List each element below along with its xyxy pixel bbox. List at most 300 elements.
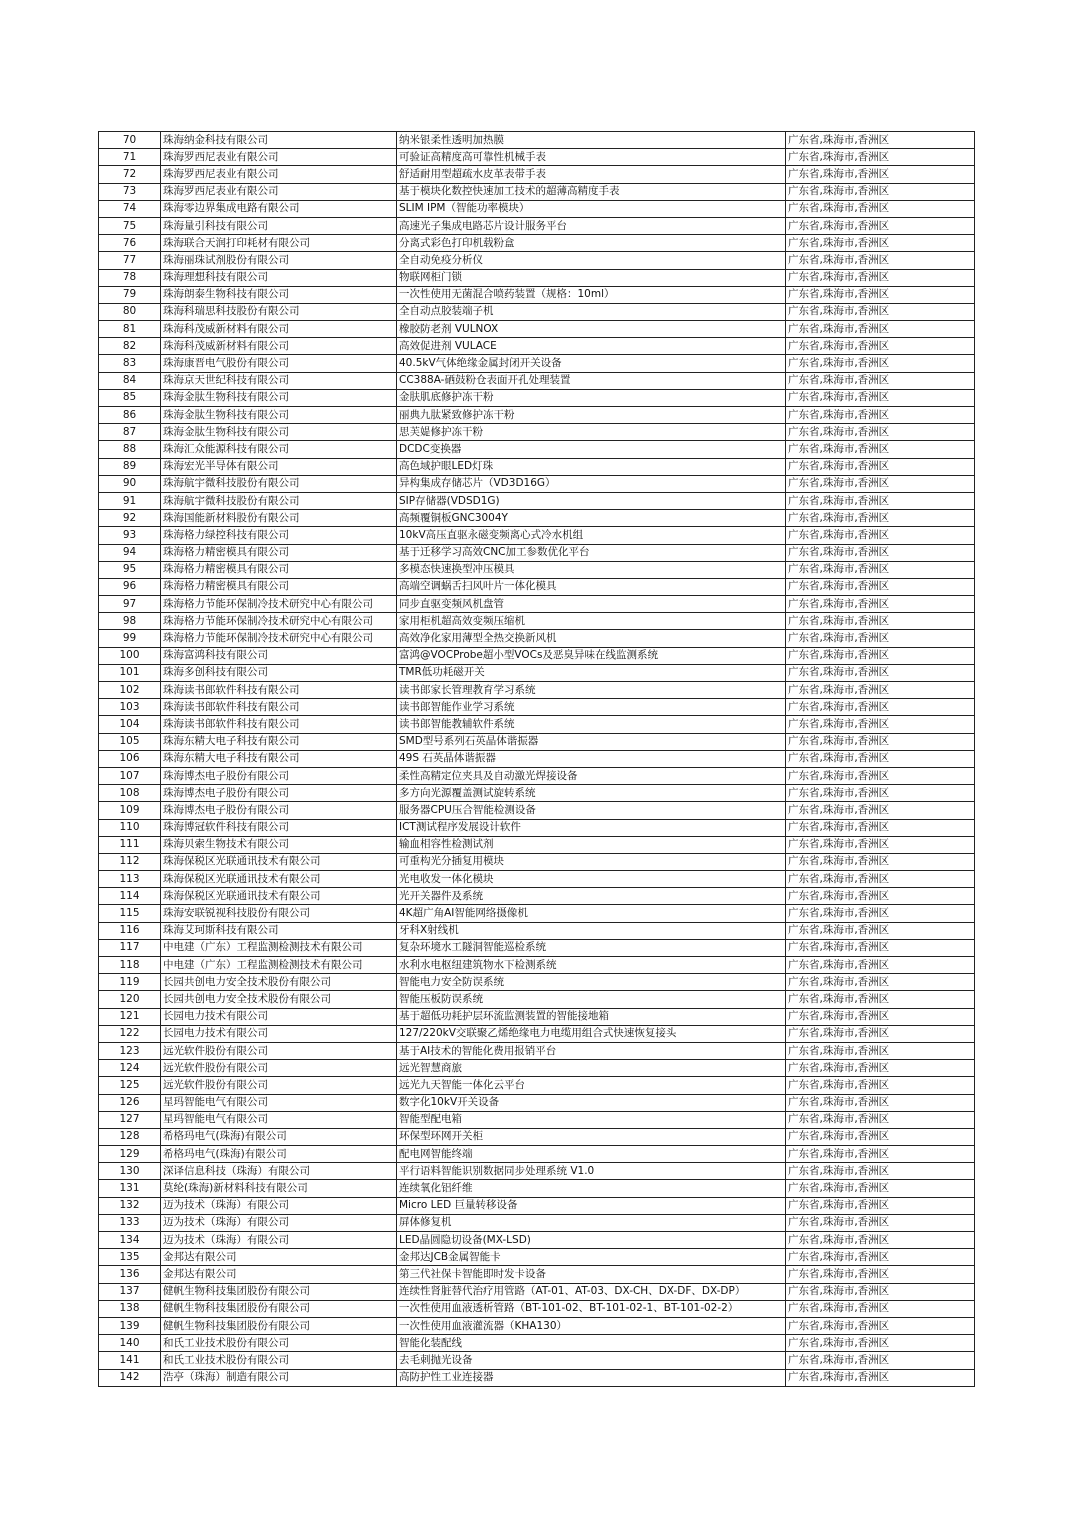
product-name-cell: 丽典九肽紧致修护冻干粉 bbox=[397, 407, 786, 424]
row-number-cell: 107 bbox=[99, 767, 161, 784]
company-name-cell: 珠海金肽生物科技有限公司 bbox=[161, 407, 397, 424]
table-row bbox=[99, 1352, 975, 1369]
product-name-cell: 高速光子集成电路芯片设计服务平台 bbox=[397, 217, 786, 234]
row-number-cell: 111 bbox=[99, 836, 161, 853]
company-name-cell: 珠海格力节能环保制冷技术研究中心有限公司 bbox=[161, 613, 397, 630]
region-cell: 广东省,珠海市,香洲区 bbox=[786, 630, 975, 647]
product-name-cell: 基于超低功耗护层环流监测装置的智能接地箱 bbox=[397, 1008, 786, 1025]
product-name-cell: 思芙媞修护冻干粉 bbox=[397, 424, 786, 441]
table-row bbox=[99, 355, 975, 372]
table-row bbox=[99, 269, 975, 286]
company-name-cell: 珠海格力精密模具有限公司 bbox=[161, 578, 397, 595]
row-number-cell: 117 bbox=[99, 939, 161, 956]
region-cell: 广东省,珠海市,香洲区 bbox=[786, 492, 975, 509]
row-number-cell: 114 bbox=[99, 888, 161, 905]
table-row bbox=[99, 235, 975, 252]
region-cell: 广东省,珠海市,香洲区 bbox=[786, 871, 975, 888]
company-name-cell: 珠海格力节能环保制冷技术研究中心有限公司 bbox=[161, 596, 397, 613]
product-name-cell: LED晶圆隐切设备(MX-LSD) bbox=[397, 1232, 786, 1249]
company-name-cell: 星玛智能电气有限公司 bbox=[161, 1094, 397, 1111]
table-body bbox=[99, 132, 975, 1387]
region-cell: 广东省,珠海市,香洲区 bbox=[786, 767, 975, 784]
product-name-cell: 高防护性工业连接器 bbox=[397, 1369, 786, 1386]
product-name-cell: 读书郎智能作业学习系统 bbox=[397, 699, 786, 716]
table-row bbox=[99, 699, 975, 716]
row-number-cell: 102 bbox=[99, 682, 161, 699]
company-name-cell: 珠海东精大电子科技有限公司 bbox=[161, 750, 397, 767]
table-row bbox=[99, 1111, 975, 1128]
region-cell: 广东省,珠海市,香洲区 bbox=[786, 132, 975, 149]
row-number-cell: 93 bbox=[99, 527, 161, 544]
product-name-cell: 智能电力安全防误系统 bbox=[397, 974, 786, 991]
table-row bbox=[99, 200, 975, 217]
product-name-cell: 高效促进剂 VULACE bbox=[397, 338, 786, 355]
region-cell: 广东省,珠海市,香洲区 bbox=[786, 750, 975, 767]
company-name-cell: 珠海博杰电子股份有限公司 bbox=[161, 767, 397, 784]
table-row bbox=[99, 1025, 975, 1042]
company-name-cell: 珠海东精大电子科技有限公司 bbox=[161, 733, 397, 750]
company-name-cell: 珠海罗西尼表业有限公司 bbox=[161, 166, 397, 183]
table-row bbox=[99, 1128, 975, 1145]
product-name-cell: 读书郎智能教辅软件系统 bbox=[397, 716, 786, 733]
company-name-cell: 珠海航宇微科技股份有限公司 bbox=[161, 492, 397, 509]
table-row bbox=[99, 1214, 975, 1231]
table-row bbox=[99, 819, 975, 836]
row-number-cell: 140 bbox=[99, 1335, 161, 1352]
company-name-cell: 珠海安联锐视科技股份有限公司 bbox=[161, 905, 397, 922]
table-row bbox=[99, 389, 975, 406]
company-name-cell: 中电建（广东）工程监测检测技术有限公司 bbox=[161, 957, 397, 974]
row-number-cell: 80 bbox=[99, 303, 161, 320]
company-name-cell: 中电建（广东）工程监测检测技术有限公司 bbox=[161, 939, 397, 956]
product-name-cell: SIP存储器(VDSD1G) bbox=[397, 492, 786, 509]
table-row bbox=[99, 596, 975, 613]
company-name-cell: 迈为技术（珠海）有限公司 bbox=[161, 1197, 397, 1214]
company-name-cell: 长园共创电力安全技术股份有限公司 bbox=[161, 974, 397, 991]
row-number-cell: 92 bbox=[99, 510, 161, 527]
company-name-cell: 珠海读书郎软件科技有限公司 bbox=[161, 716, 397, 733]
company-name-cell: 珠海富鸿科技有限公司 bbox=[161, 647, 397, 664]
region-cell: 广东省,珠海市,香洲区 bbox=[786, 424, 975, 441]
product-name-cell: 一次性使用血液灌流器（KHA130） bbox=[397, 1317, 786, 1334]
region-cell: 广东省,珠海市,香洲区 bbox=[786, 286, 975, 303]
row-number-cell: 138 bbox=[99, 1300, 161, 1317]
product-name-cell: 高效净化家用薄型全热交换新风机 bbox=[397, 630, 786, 647]
table-row bbox=[99, 785, 975, 802]
product-name-cell: Micro LED 巨量转移设备 bbox=[397, 1197, 786, 1214]
region-cell: 广东省,珠海市,香洲区 bbox=[786, 716, 975, 733]
row-number-cell: 109 bbox=[99, 802, 161, 819]
region-cell: 广东省,珠海市,香洲区 bbox=[786, 544, 975, 561]
product-name-cell: 4K超广角AI智能网络摄像机 bbox=[397, 905, 786, 922]
row-number-cell: 96 bbox=[99, 578, 161, 595]
region-cell: 广东省,珠海市,香洲区 bbox=[786, 647, 975, 664]
table-row bbox=[99, 149, 975, 166]
product-name-cell: 智能化装配线 bbox=[397, 1335, 786, 1352]
region-cell: 广东省,珠海市,香洲区 bbox=[786, 1025, 975, 1042]
region-cell: 广东省,珠海市,香洲区 bbox=[786, 1335, 975, 1352]
row-number-cell: 91 bbox=[99, 492, 161, 509]
table-row bbox=[99, 750, 975, 767]
product-name-cell: DCDC变换器 bbox=[397, 441, 786, 458]
row-number-cell: 106 bbox=[99, 750, 161, 767]
company-product-table bbox=[98, 131, 975, 1387]
row-number-cell: 101 bbox=[99, 664, 161, 681]
company-name-cell: 珠海罗西尼表业有限公司 bbox=[161, 183, 397, 200]
company-name-cell: 珠海朗泰生物科技有限公司 bbox=[161, 286, 397, 303]
table-row bbox=[99, 682, 975, 699]
table-row bbox=[99, 338, 975, 355]
region-cell: 广东省,珠海市,香洲区 bbox=[786, 974, 975, 991]
product-name-cell: 全自动点胶装端子机 bbox=[397, 303, 786, 320]
company-name-cell: 浩亭（珠海）制造有限公司 bbox=[161, 1369, 397, 1386]
table-row bbox=[99, 871, 975, 888]
row-number-cell: 139 bbox=[99, 1317, 161, 1334]
row-number-cell: 134 bbox=[99, 1232, 161, 1249]
company-name-cell: 珠海科瑞思科技股份有限公司 bbox=[161, 303, 397, 320]
company-name-cell: 希格玛电气(珠海)有限公司 bbox=[161, 1128, 397, 1145]
region-cell: 广东省,珠海市,香洲区 bbox=[786, 183, 975, 200]
product-name-cell: 多模态快速换型冲压模具 bbox=[397, 561, 786, 578]
table-row bbox=[99, 974, 975, 991]
product-name-cell: 牙科X射线机 bbox=[397, 922, 786, 939]
row-number-cell: 141 bbox=[99, 1352, 161, 1369]
region-cell: 广东省,珠海市,香洲区 bbox=[786, 441, 975, 458]
region-cell: 广东省,珠海市,香洲区 bbox=[786, 1060, 975, 1077]
company-name-cell: 希格玛电气(珠海)有限公司 bbox=[161, 1146, 397, 1163]
product-name-cell: 高频覆铜板GNC3004Y bbox=[397, 510, 786, 527]
product-name-cell: 柔性高精定位夹具及自动激光焊接设备 bbox=[397, 767, 786, 784]
region-cell: 广东省,珠海市,香洲区 bbox=[786, 836, 975, 853]
table-row bbox=[99, 303, 975, 320]
product-name-cell: TMR低功耗磁开关 bbox=[397, 664, 786, 681]
table-row bbox=[99, 217, 975, 234]
product-name-cell: ICT测试程序发展设计软件 bbox=[397, 819, 786, 836]
table-row bbox=[99, 905, 975, 922]
table-row bbox=[99, 475, 975, 492]
row-number-cell: 73 bbox=[99, 183, 161, 200]
row-number-cell: 136 bbox=[99, 1266, 161, 1283]
table-row bbox=[99, 1042, 975, 1059]
row-number-cell: 86 bbox=[99, 407, 161, 424]
table-row bbox=[99, 939, 975, 956]
row-number-cell: 113 bbox=[99, 871, 161, 888]
region-cell: 广东省,珠海市,香洲区 bbox=[786, 1352, 975, 1369]
region-cell: 广东省,珠海市,香洲区 bbox=[786, 733, 975, 750]
product-name-cell: 一次性使用血液透析管路（BT-101-02、BT-101-02-1、BT-101-02-2） bbox=[397, 1300, 786, 1317]
row-number-cell: 98 bbox=[99, 613, 161, 630]
table-row bbox=[99, 321, 975, 338]
company-name-cell: 珠海科茂威新材料有限公司 bbox=[161, 338, 397, 355]
company-name-cell: 珠海科茂威新材料有限公司 bbox=[161, 321, 397, 338]
product-name-cell: 数字化10kV开关设备 bbox=[397, 1094, 786, 1111]
table-row bbox=[99, 664, 975, 681]
table-row bbox=[99, 1197, 975, 1214]
row-number-cell: 129 bbox=[99, 1146, 161, 1163]
product-name-cell: 光电收发一体化模块 bbox=[397, 871, 786, 888]
company-name-cell: 珠海博杰电子股份有限公司 bbox=[161, 785, 397, 802]
table-row bbox=[99, 1008, 975, 1025]
product-name-cell: 智能压板防误系统 bbox=[397, 991, 786, 1008]
product-name-cell: 基于模块化数控快速加工技术的超薄高精度手表 bbox=[397, 183, 786, 200]
product-name-cell: 屏体修复机 bbox=[397, 1214, 786, 1231]
table-row bbox=[99, 458, 975, 475]
row-number-cell: 135 bbox=[99, 1249, 161, 1266]
table-row bbox=[99, 132, 975, 149]
table-row bbox=[99, 441, 975, 458]
company-name-cell: 珠海格力精密模具有限公司 bbox=[161, 544, 397, 561]
region-cell: 广东省,珠海市,香洲区 bbox=[786, 578, 975, 595]
table-row bbox=[99, 492, 975, 509]
product-name-cell: 分离式彩色打印机载粉盒 bbox=[397, 235, 786, 252]
product-name-cell: CC388A-硒鼓粉仓表面开孔处理装置 bbox=[397, 372, 786, 389]
product-name-cell: 橡胶防老剂 VULNOX bbox=[397, 321, 786, 338]
row-number-cell: 118 bbox=[99, 957, 161, 974]
company-name-cell: 珠海罗西尼表业有限公司 bbox=[161, 149, 397, 166]
table-row bbox=[99, 1335, 975, 1352]
product-name-cell: 金邦达JCB金属智能卡 bbox=[397, 1249, 786, 1266]
region-cell: 广东省,珠海市,香洲区 bbox=[786, 475, 975, 492]
row-number-cell: 105 bbox=[99, 733, 161, 750]
product-name-cell: 基于AI技术的智能化费用报销平台 bbox=[397, 1042, 786, 1059]
row-number-cell: 97 bbox=[99, 596, 161, 613]
company-name-cell: 珠海保税区光联通讯技术有限公司 bbox=[161, 871, 397, 888]
row-number-cell: 116 bbox=[99, 922, 161, 939]
region-cell: 广东省,珠海市,香洲区 bbox=[786, 819, 975, 836]
product-name-cell: 基于迁移学习高效CNC加工参数优化平台 bbox=[397, 544, 786, 561]
row-number-cell: 120 bbox=[99, 991, 161, 1008]
row-number-cell: 100 bbox=[99, 647, 161, 664]
table-row bbox=[99, 286, 975, 303]
table-row bbox=[99, 1163, 975, 1180]
region-cell: 广东省,珠海市,香洲区 bbox=[786, 957, 975, 974]
row-number-cell: 119 bbox=[99, 974, 161, 991]
region-cell: 广东省,珠海市,香洲区 bbox=[786, 372, 975, 389]
table-row bbox=[99, 544, 975, 561]
region-cell: 广东省,珠海市,香洲区 bbox=[786, 269, 975, 286]
table-row bbox=[99, 922, 975, 939]
company-name-cell: 珠海贝索生物技术有限公司 bbox=[161, 836, 397, 853]
region-cell: 广东省,珠海市,香洲区 bbox=[786, 1180, 975, 1197]
region-cell: 广东省,珠海市,香洲区 bbox=[786, 1146, 975, 1163]
region-cell: 广东省,珠海市,香洲区 bbox=[786, 802, 975, 819]
product-name-cell: 舒适耐用型超疏水皮革表带手表 bbox=[397, 166, 786, 183]
product-name-cell: 物联网柜门锁 bbox=[397, 269, 786, 286]
table-row bbox=[99, 1317, 975, 1334]
company-name-cell: 星玛智能电气有限公司 bbox=[161, 1111, 397, 1128]
product-name-cell: 同步直驱变频风机盘管 bbox=[397, 596, 786, 613]
company-name-cell: 莫纶(珠海)新材料科技有限公司 bbox=[161, 1180, 397, 1197]
row-number-cell: 78 bbox=[99, 269, 161, 286]
region-cell: 广东省,珠海市,香洲区 bbox=[786, 1042, 975, 1059]
row-number-cell: 85 bbox=[99, 389, 161, 406]
company-name-cell: 金邦达有限公司 bbox=[161, 1249, 397, 1266]
company-name-cell: 珠海保税区光联通讯技术有限公司 bbox=[161, 888, 397, 905]
company-name-cell: 珠海量引科技有限公司 bbox=[161, 217, 397, 234]
product-name-cell: 富鸿@VOCProbe超小型VOCs及恶臭异味在线监测系统 bbox=[397, 647, 786, 664]
company-name-cell: 长园电力技术有限公司 bbox=[161, 1025, 397, 1042]
company-name-cell: 珠海金肽生物科技有限公司 bbox=[161, 424, 397, 441]
row-number-cell: 71 bbox=[99, 149, 161, 166]
table-row bbox=[99, 716, 975, 733]
region-cell: 广东省,珠海市,香洲区 bbox=[786, 1300, 975, 1317]
row-number-cell: 89 bbox=[99, 458, 161, 475]
row-number-cell: 115 bbox=[99, 905, 161, 922]
row-number-cell: 103 bbox=[99, 699, 161, 716]
row-number-cell: 137 bbox=[99, 1283, 161, 1300]
row-number-cell: 76 bbox=[99, 235, 161, 252]
product-name-cell: 可重构光分插复用模块 bbox=[397, 853, 786, 870]
row-number-cell: 82 bbox=[99, 338, 161, 355]
company-name-cell: 长园共创电力安全技术股份有限公司 bbox=[161, 991, 397, 1008]
region-cell: 广东省,珠海市,香洲区 bbox=[786, 1163, 975, 1180]
row-number-cell: 74 bbox=[99, 200, 161, 217]
company-name-cell: 珠海宏光半导体有限公司 bbox=[161, 458, 397, 475]
row-number-cell: 94 bbox=[99, 544, 161, 561]
company-name-cell: 珠海读书郎软件科技有限公司 bbox=[161, 699, 397, 716]
product-name-cell: 纳米银柔性透明加热膜 bbox=[397, 132, 786, 149]
row-number-cell: 128 bbox=[99, 1128, 161, 1145]
region-cell: 广东省,珠海市,香洲区 bbox=[786, 527, 975, 544]
row-number-cell: 104 bbox=[99, 716, 161, 733]
table-row bbox=[99, 647, 975, 664]
table-row bbox=[99, 733, 975, 750]
region-cell: 广东省,珠海市,香洲区 bbox=[786, 682, 975, 699]
table-row bbox=[99, 1094, 975, 1111]
region-cell: 广东省,珠海市,香洲区 bbox=[786, 1249, 975, 1266]
table-row bbox=[99, 407, 975, 424]
product-name-cell: 远光智慧商旅 bbox=[397, 1060, 786, 1077]
company-name-cell: 珠海京天世纪科技有限公司 bbox=[161, 372, 397, 389]
company-name-cell: 和氏工业技术股份有限公司 bbox=[161, 1352, 397, 1369]
region-cell: 广东省,珠海市,香洲区 bbox=[786, 1214, 975, 1231]
region-cell: 广东省,珠海市,香洲区 bbox=[786, 939, 975, 956]
table-row bbox=[99, 836, 975, 853]
row-number-cell: 123 bbox=[99, 1042, 161, 1059]
table-row bbox=[99, 1077, 975, 1094]
region-cell: 广东省,珠海市,香洲区 bbox=[786, 458, 975, 475]
company-name-cell: 珠海康晋电气股份有限公司 bbox=[161, 355, 397, 372]
row-number-cell: 122 bbox=[99, 1025, 161, 1042]
region-cell: 广东省,珠海市,香洲区 bbox=[786, 1008, 975, 1025]
row-number-cell: 95 bbox=[99, 561, 161, 578]
table-row bbox=[99, 372, 975, 389]
table-row bbox=[99, 510, 975, 527]
product-name-cell: 水利水电枢纽建筑物水下检测系统 bbox=[397, 957, 786, 974]
region-cell: 广东省,珠海市,香洲区 bbox=[786, 888, 975, 905]
table-row bbox=[99, 802, 975, 819]
region-cell: 广东省,珠海市,香洲区 bbox=[786, 252, 975, 269]
region-cell: 广东省,珠海市,香洲区 bbox=[786, 149, 975, 166]
region-cell: 广东省,珠海市,香洲区 bbox=[786, 1283, 975, 1300]
region-cell: 广东省,珠海市,香洲区 bbox=[786, 699, 975, 716]
table-row bbox=[99, 561, 975, 578]
product-name-cell: 高端空调蜗舌扫风叶片一体化模具 bbox=[397, 578, 786, 595]
region-cell: 广东省,珠海市,香洲区 bbox=[786, 1094, 975, 1111]
table-row bbox=[99, 578, 975, 595]
region-cell: 广东省,珠海市,香洲区 bbox=[786, 1317, 975, 1334]
product-name-cell: 读书郎家长管理教育学习系统 bbox=[397, 682, 786, 699]
company-name-cell: 健帆生物科技集团股份有限公司 bbox=[161, 1283, 397, 1300]
row-number-cell: 87 bbox=[99, 424, 161, 441]
region-cell: 广东省,珠海市,香洲区 bbox=[786, 235, 975, 252]
region-cell: 广东省,珠海市,香洲区 bbox=[786, 613, 975, 630]
company-name-cell: 珠海格力节能环保制冷技术研究中心有限公司 bbox=[161, 630, 397, 647]
region-cell: 广东省,珠海市,香洲区 bbox=[786, 853, 975, 870]
region-cell: 广东省,珠海市,香洲区 bbox=[786, 338, 975, 355]
product-name-cell: 环保型环网开关柜 bbox=[397, 1128, 786, 1145]
product-name-cell: 多方向光源覆盖测试旋转系统 bbox=[397, 785, 786, 802]
region-cell: 广东省,珠海市,香洲区 bbox=[786, 510, 975, 527]
company-name-cell: 珠海读书郎软件科技有限公司 bbox=[161, 682, 397, 699]
row-number-cell: 75 bbox=[99, 217, 161, 234]
region-cell: 广东省,珠海市,香洲区 bbox=[786, 991, 975, 1008]
table-row bbox=[99, 991, 975, 1008]
product-name-cell: 去毛刺抛光设备 bbox=[397, 1352, 786, 1369]
table-row bbox=[99, 767, 975, 784]
region-cell: 广东省,珠海市,香洲区 bbox=[786, 785, 975, 802]
product-name-cell: 平行语料智能识别数据同步处理系统 V1.0 bbox=[397, 1163, 786, 1180]
company-name-cell: 金邦达有限公司 bbox=[161, 1266, 397, 1283]
product-name-cell: 远光九天智能一体化云平台 bbox=[397, 1077, 786, 1094]
row-number-cell: 77 bbox=[99, 252, 161, 269]
company-name-cell: 珠海格力绿控科技有限公司 bbox=[161, 527, 397, 544]
product-name-cell: SMD型号系列石英晶体谐振器 bbox=[397, 733, 786, 750]
region-cell: 广东省,珠海市,香洲区 bbox=[786, 922, 975, 939]
product-name-cell: 连续氧化铝纤维 bbox=[397, 1180, 786, 1197]
region-cell: 广东省,珠海市,香洲区 bbox=[786, 1266, 975, 1283]
company-name-cell: 健帆生物科技集团股份有限公司 bbox=[161, 1317, 397, 1334]
region-cell: 广东省,珠海市,香洲区 bbox=[786, 905, 975, 922]
region-cell: 广东省,珠海市,香洲区 bbox=[786, 561, 975, 578]
company-name-cell: 健帆生物科技集团股份有限公司 bbox=[161, 1300, 397, 1317]
region-cell: 广东省,珠海市,香洲区 bbox=[786, 1232, 975, 1249]
table-row bbox=[99, 613, 975, 630]
row-number-cell: 99 bbox=[99, 630, 161, 647]
row-number-cell: 133 bbox=[99, 1214, 161, 1231]
region-cell: 广东省,珠海市,香洲区 bbox=[786, 1128, 975, 1145]
company-name-cell: 珠海博冠软件科技有限公司 bbox=[161, 819, 397, 836]
row-number-cell: 130 bbox=[99, 1163, 161, 1180]
table-row bbox=[99, 1232, 975, 1249]
product-name-cell: SLIM IPM（智能功率模块） bbox=[397, 200, 786, 217]
row-number-cell: 142 bbox=[99, 1369, 161, 1386]
company-name-cell: 珠海国能新材料股份有限公司 bbox=[161, 510, 397, 527]
product-name-cell: 可验证高精度高可靠性机械手表 bbox=[397, 149, 786, 166]
table-row bbox=[99, 1266, 975, 1283]
product-name-cell: 光开关器件及系统 bbox=[397, 888, 786, 905]
row-number-cell: 131 bbox=[99, 1180, 161, 1197]
row-number-cell: 79 bbox=[99, 286, 161, 303]
table-row bbox=[99, 1180, 975, 1197]
table-row bbox=[99, 1249, 975, 1266]
region-cell: 广东省,珠海市,香洲区 bbox=[786, 321, 975, 338]
region-cell: 广东省,珠海市,香洲区 bbox=[786, 407, 975, 424]
table-row bbox=[99, 1369, 975, 1386]
company-name-cell: 迈为技术（珠海）有限公司 bbox=[161, 1232, 397, 1249]
region-cell: 广东省,珠海市,香洲区 bbox=[786, 217, 975, 234]
region-cell: 广东省,珠海市,香洲区 bbox=[786, 200, 975, 217]
row-number-cell: 121 bbox=[99, 1008, 161, 1025]
company-name-cell: 珠海纳金科技有限公司 bbox=[161, 132, 397, 149]
product-name-cell: 49S 石英晶体谐振器 bbox=[397, 750, 786, 767]
row-number-cell: 108 bbox=[99, 785, 161, 802]
region-cell: 广东省,珠海市,香洲区 bbox=[786, 355, 975, 372]
product-name-cell: 异构集成存储芯片（VD3D16G） bbox=[397, 475, 786, 492]
company-name-cell: 珠海丽珠试剂股份有限公司 bbox=[161, 252, 397, 269]
row-number-cell: 84 bbox=[99, 372, 161, 389]
company-name-cell: 珠海博杰电子股份有限公司 bbox=[161, 802, 397, 819]
